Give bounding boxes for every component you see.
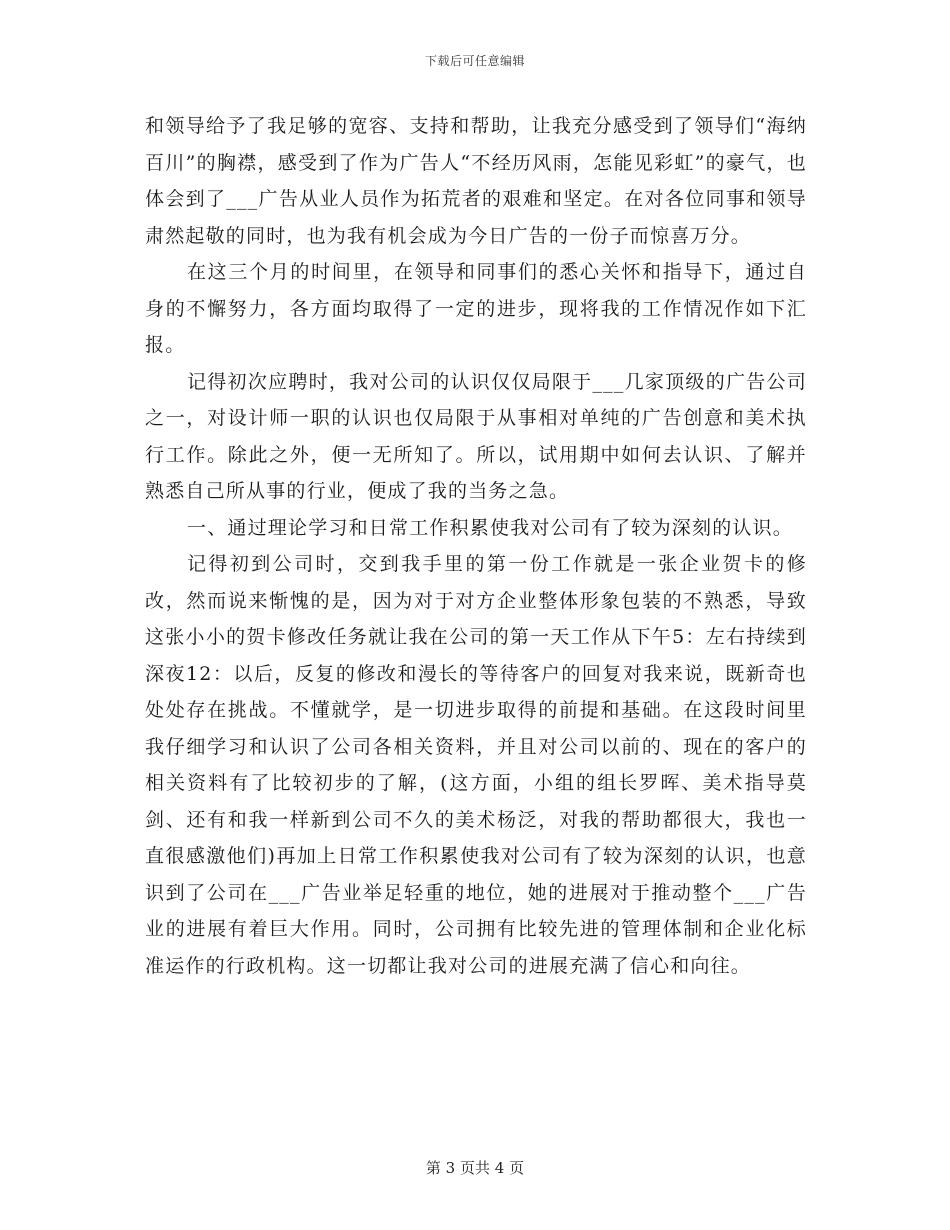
document-body — [145, 108, 807, 984]
page-footer: 第 3 页共 4 页 — [425, 1159, 525, 1177]
paragraph-3: 记得初次应聘时，我对公司的认识仅仅局限于___几家顶级的广告公司之一，对设计师一职的认识也仅局限于从事相对单纯的广告创意和美术执行工作。除此之外，便一无所知了。所以，试用期中如何去认识、了解并熟悉自己所从事的行业，便成了我的当务之急。 — [145, 370, 807, 502]
page-header: 下载后可任意编辑 — [424, 54, 525, 68]
paragraph-4: 记得初到公司时，交到我手里的第一份工作就是一张企业贺卡的修改，然而说来惭愧的是，因为对于对方企业整体形象包装的不熟悉，导致这张小小的贺卡修改任务就让我在公司的第一天工作从下午5：左右持续到深夜12：以后，反复的修改和漫长的等待客户的回复对我来说，既新奇也处处存在挑战。不懂就学，是一切进步取得的前提和基础。在这段时间里我仔细学习和认识了公司各相关资料，并且对公司以前的、现在的客户的相关资料有了比较初步的了解，(这方面，小组的组长罗晖、美术指导莫剑、还有和我一样新到公司不久的美术杨泛，对我的帮助都很大，我也一直很感激他们)再加上日常工作积累使我对公司有了较为深刻的认识，也意识到了公司在___广告业举足轻重的地位，她的进展对于推动整个___广告业的进展有着巨大作用。同时，公司拥有比较先进的管理体制和企业化标准运作的行政机构。这一切都让我对公司的进展充满了信心和向往。 — [145, 553, 807, 977]
section-heading-1: 一、通过理论学习和日常工作积累使我对公司有了较为深刻的认识。 — [187, 516, 794, 539]
paragraph-2: 在这三个月的时间里，在领导和同事们的悉心关怀和指导下，通过自身的不懈努力，各方面均取得了一定的进步，现将我的工作情况作如下汇报。 — [145, 261, 807, 356]
paragraph-1: 和领导给予了我足够的宽容、支持和帮助，让我充分感受到了领导们“海纳百川”的胸襟，感受到了作为广告人“不经历风雨，怎能见彩虹”的豪气，也体会到了___广告从业人员作为拓荒者的艰难和坚定。在对各位同事和领导肃然起敬的同时，也为我有机会成为今日广告的一份子而惊喜万分。 — [145, 115, 807, 247]
